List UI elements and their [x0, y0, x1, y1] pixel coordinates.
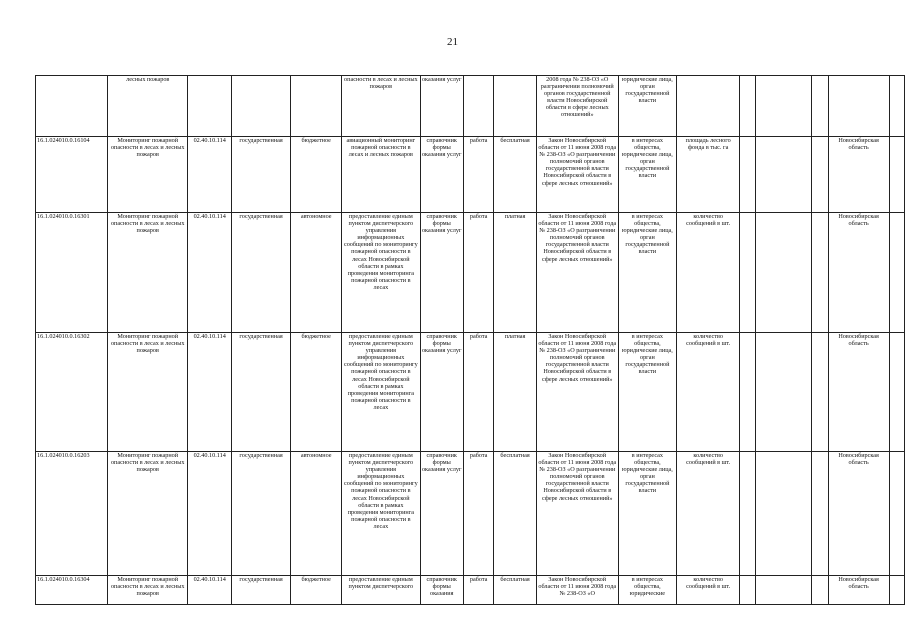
cell-payment: бесплатная: [494, 137, 536, 213]
cell-region: Новосибирская область: [828, 576, 889, 605]
cell-type: бюджетное: [291, 137, 342, 213]
cell-type: автономное: [291, 452, 342, 576]
cell-indicator: количество сообщений в шт.: [677, 213, 740, 333]
cell-name: Мониторинг пожарной опасности в лесах и лесных пожаров: [108, 137, 188, 213]
cell-consumers: в интересах общества, юридические: [618, 576, 676, 605]
cell-institution: государственная: [231, 333, 290, 452]
cell-form: справочник формы оказания услуг: [420, 452, 463, 576]
cell-indicator: количество сообщений в шт.: [677, 333, 740, 452]
cell-code: 16.1.024010.0.16302: [36, 333, 108, 452]
cell-basis: 2008 года № 238-ОЗ «О разграничении полномочий органов государственной власти Новосибирской области в сфере лесных отношений»: [536, 76, 618, 137]
cell-okved: 02.40.10.114: [188, 137, 232, 213]
cell-content: предоставление единым пунктом диспетчерского управления информационных сообщений по мониторингу пожарной опасности в лесах Новосибирской области в рамках проведения мониторинга пожарной опасности в лесах: [342, 452, 420, 576]
table-row: [36, 333, 905, 452]
cell-institution: государственная: [231, 213, 290, 333]
table-row: [36, 213, 905, 333]
cell-institution: государственная: [231, 137, 290, 213]
cell-name: Мониторинг пожарной опасности в лесах и лесных пожаров: [108, 333, 188, 452]
cell-kind: работа: [463, 576, 493, 605]
cell-basis: Закон Новосибирской области от 11 июня 2008 года № 238-ОЗ «О: [536, 576, 618, 605]
cell-name: Мониторинг пожарной опасности в лесах и лесных пожаров: [108, 452, 188, 576]
cell-content: предоставление единым пунктом диспетчерского: [342, 576, 420, 605]
cell-consumers: в интересах общества, юридические лица, орган государственной власти: [618, 137, 676, 213]
cell-kind: работа: [463, 452, 493, 576]
cell-code: 16.1.024010.0.16203: [36, 452, 108, 576]
cell-institution: государственная: [231, 452, 290, 576]
cell-region: Новосибирская область: [828, 137, 889, 213]
cell-okved: 02.40.10.114: [188, 576, 232, 605]
cell-content: предоставление единым пунктом диспетчерского управления информационных сообщений по мониторингу пожарной опасности в лесах Новосибирской области в рамках проведения мониторинга пожарной опасности в лесах: [342, 213, 420, 333]
cell-payment: платная: [494, 213, 536, 333]
cell-consumers: в интересах общества, юридические лица, орган государственной власти: [618, 213, 676, 333]
cell-basis: Закон Новосибирской области от 11 июня 2008 года № 238-ОЗ «О разграничении полномочий органов государственной власти Новосибирской области в сфере лесных отношений»: [536, 213, 618, 333]
cell-okved: 02.40.10.114: [188, 213, 232, 333]
cell-name: Мониторинг пожарной опасности в лесах и лесных пожаров: [108, 576, 188, 605]
cell-region: Новосибирская область: [828, 213, 889, 333]
table-row: [36, 452, 905, 576]
services-registry-table: [35, 75, 905, 605]
cell-type: автономное: [291, 213, 342, 333]
cell-payment: платная: [494, 333, 536, 452]
cell-kind: работа: [463, 333, 493, 452]
cell-form: справочник формы оказания услуг: [420, 333, 463, 452]
table-row-continuation: [36, 76, 905, 137]
cell-kind: работа: [463, 213, 493, 333]
cell-indicator: площадь лесного фонда в тыс. га: [677, 137, 740, 213]
cell-form: справочник формы оказания: [420, 576, 463, 605]
cell-type: бюджетное: [291, 576, 342, 605]
cell-consumers: в интересах общества, юридические лица, орган государственной власти: [618, 333, 676, 452]
table-row: [36, 576, 905, 605]
cell-payment: бесплатная: [494, 576, 536, 605]
cell-indicator: количество сообщений в шт.: [677, 452, 740, 576]
cell-indicator: количество сообщений в шт.: [677, 576, 740, 605]
cell-okved: 02.40.10.114: [188, 333, 232, 452]
cell-form: справочник формы оказания услуг: [420, 213, 463, 333]
cell-institution: государственная: [231, 576, 290, 605]
cell-region: Новосибирская область: [828, 333, 889, 452]
cell-consumers: юридические лица, орган государственной власти: [618, 76, 676, 137]
cell-code: 16.1.024010.0.16304: [36, 576, 108, 605]
cell-payment: бесплатная: [494, 452, 536, 576]
cell-code: 16.1.024010.0.16301: [36, 213, 108, 333]
cell-basis: Закон Новосибирской области от 11 июня 2008 года № 238-ОЗ «О разграничении полномочий органов государственной власти Новосибирской области в сфере лесных отношений»: [536, 452, 618, 576]
page-number: 21: [447, 36, 458, 48]
cell-consumers: в интересах общества, юридические лица, орган государственной власти: [618, 452, 676, 576]
cell-content: авиационный мониторинг пожарной опасности в лесах и лесных пожаров: [342, 137, 420, 213]
cell-code: 16.1.024010.0.16104: [36, 137, 108, 213]
cell-basis: Закон Новосибирской области от 11 июня 2008 года № 238-ОЗ «О разграничении полномочий органов государственной власти Новосибирской области в сфере лесных отношений»: [536, 333, 618, 452]
cell-content: предоставление единым пунктом диспетчерского управления информационных сообщений по мониторингу пожарной опасности в лесах Новосибирской области в рамках проведения мониторинга пожарной опасности в лесах: [342, 333, 420, 452]
cell-basis: Закон Новосибирской области от 11 июня 2008 года № 238-ОЗ «О разграничении полномочий органов государственной власти Новосибирской области в сфере лесных отношений»: [536, 137, 618, 213]
cell-name: лесных пожаров: [108, 76, 188, 137]
cell-region: Новосибирская область: [828, 452, 889, 576]
cell-type: бюджетное: [291, 333, 342, 452]
cell-form: оказания услуг: [420, 76, 463, 137]
table-row: [36, 137, 905, 213]
cell-kind: работа: [463, 137, 493, 213]
cell-form: справочник формы оказания услуг: [420, 137, 463, 213]
cell-content: опасности в лесах и лесных пожаров: [342, 76, 420, 137]
cell-okved: 02.40.10.114: [188, 452, 232, 576]
cell-name: Мониторинг пожарной опасности в лесах и лесных пожаров: [108, 213, 188, 333]
